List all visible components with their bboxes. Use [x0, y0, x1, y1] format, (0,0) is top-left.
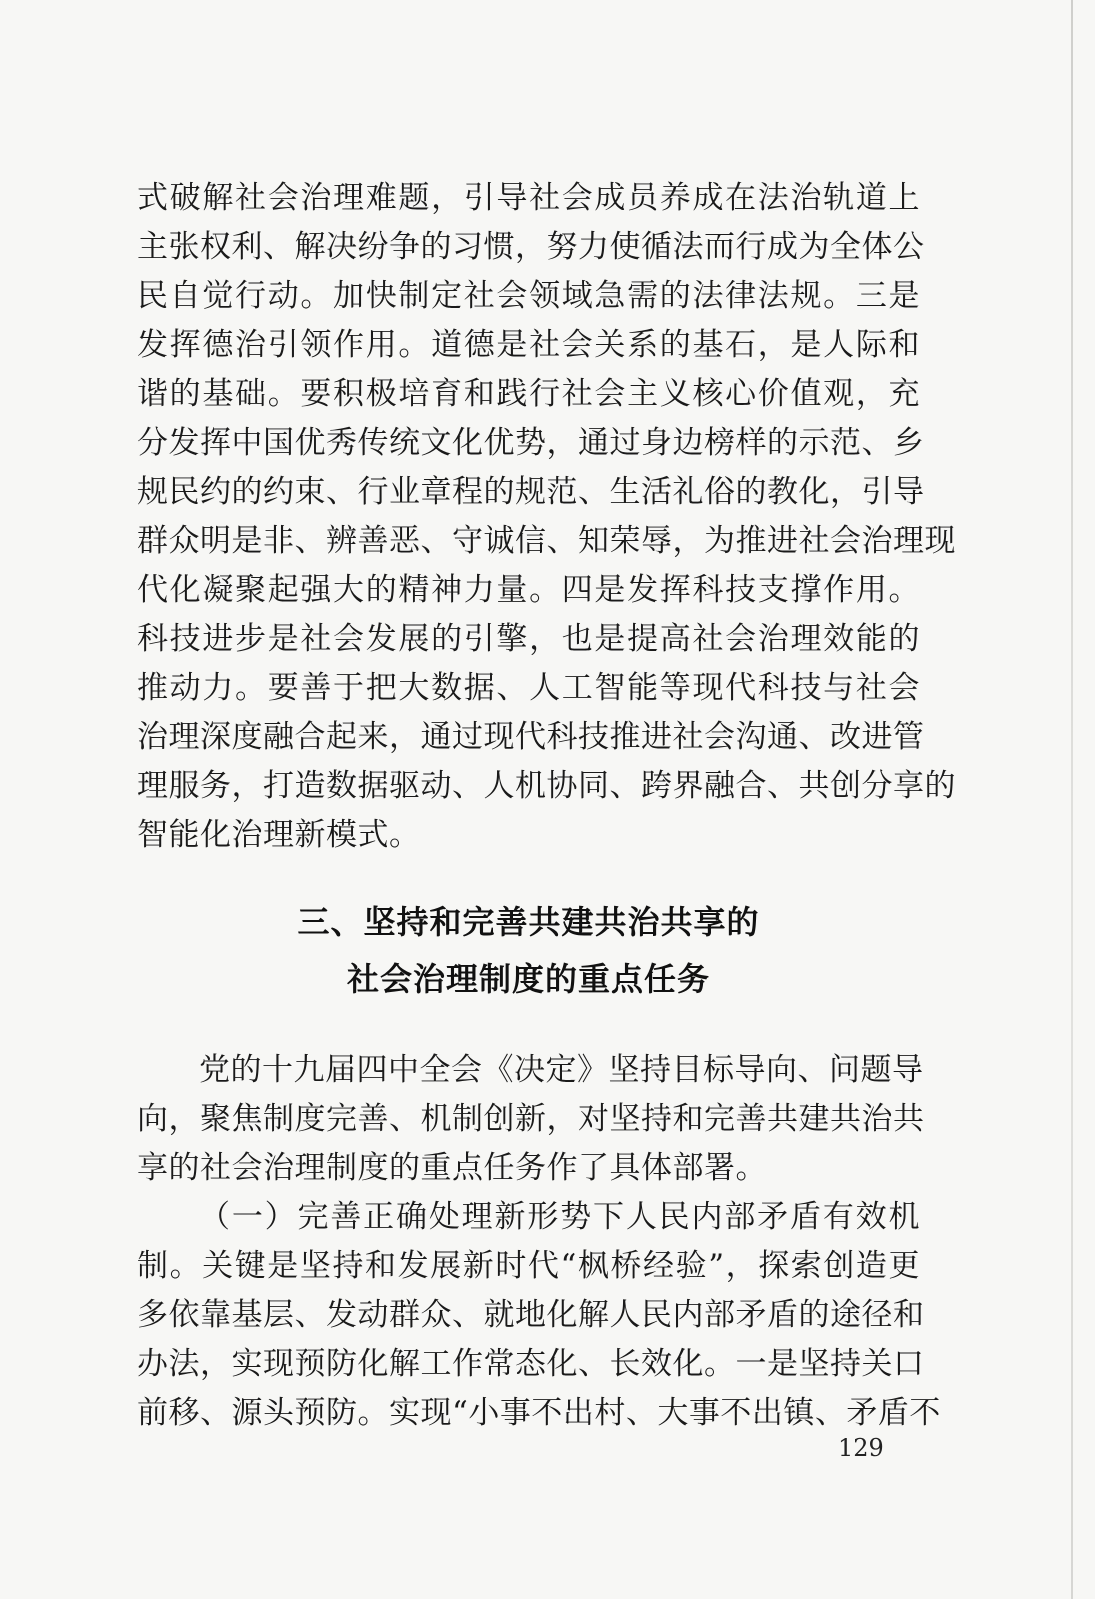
body-text-block-1	[137, 174, 956, 860]
section-heading-line-2: 社会治理制度的重点任务	[346, 960, 710, 998]
text-line: 推动力。要善于把大数据、人工智能等现代科技与社会	[137, 670, 920, 706]
text-line: 多依靠基层、发动群众、就地化解人民内部矛盾的途径和	[137, 1297, 925, 1333]
text-line: 分发挥中国优秀传统文化优势，通过身边榜样的示范、乡	[137, 425, 925, 461]
text-line: （一）完善正确处理新形势下人民内部矛盾有效机	[199, 1199, 920, 1235]
page-number: 129	[838, 1434, 884, 1462]
text-line: 民自觉行动。加快制定社会领域急需的法律法规。三是	[137, 278, 920, 314]
text-line: 党的十九届四中全会《决定》坚持目标导向、问题导	[199, 1052, 924, 1088]
text-line: 前移、源头预防。实现“小事不出村、大事不出镇、矛盾不	[137, 1395, 941, 1431]
text-line: 代化凝聚起强大的精神力量。四是发挥科技支撑作用。	[137, 572, 920, 608]
text-line: 向，聚焦制度完善、机制创新，对坚持和完善共建共治共	[137, 1101, 925, 1137]
text-line: 享的社会治理制度的重点任务作了具体部署。	[137, 1150, 767, 1186]
scan-edge	[1071, 0, 1073, 1599]
text-line: 式破解社会治理难题，引导社会成员养成在法治轨道上	[137, 180, 920, 216]
text-line: 谐的基础。要积极培育和践行社会主义核心价值观，充	[137, 376, 920, 412]
section-heading-line-1: 三、坚持和完善共建共治共享的	[297, 903, 760, 941]
text-line: 制。关键是坚持和发展新时代“枫桥经验”，探索创造更	[137, 1248, 920, 1284]
body-text-block-2	[137, 1046, 941, 1438]
text-line: 理服务，打造数据驱动、人机协同、跨界融合、共创分享的	[137, 768, 956, 804]
text-line: 群众明是非、辨善恶、守诚信、知荣辱，为推进社会治理现	[137, 523, 956, 559]
text-line: 规民约的约束、行业章程的规范、生活礼俗的教化，引导	[137, 474, 925, 510]
text-line: 办法，实现预防化解工作常态化、长效化。一是坚持关口	[137, 1346, 925, 1382]
text-line: 治理深度融合起来，通过现代科技推进社会沟通、改进管	[137, 719, 925, 755]
text-line: 主张权利、解决纷争的习惯，努力使循法而行成为全体公	[137, 229, 925, 265]
text-line: 智能化治理新模式。	[137, 817, 421, 853]
text-line: 科技进步是社会发展的引擎，也是提高社会治理效能的	[137, 621, 920, 657]
text-line: 发挥德治引领作用。道德是社会关系的基石，是人际和	[137, 327, 920, 363]
